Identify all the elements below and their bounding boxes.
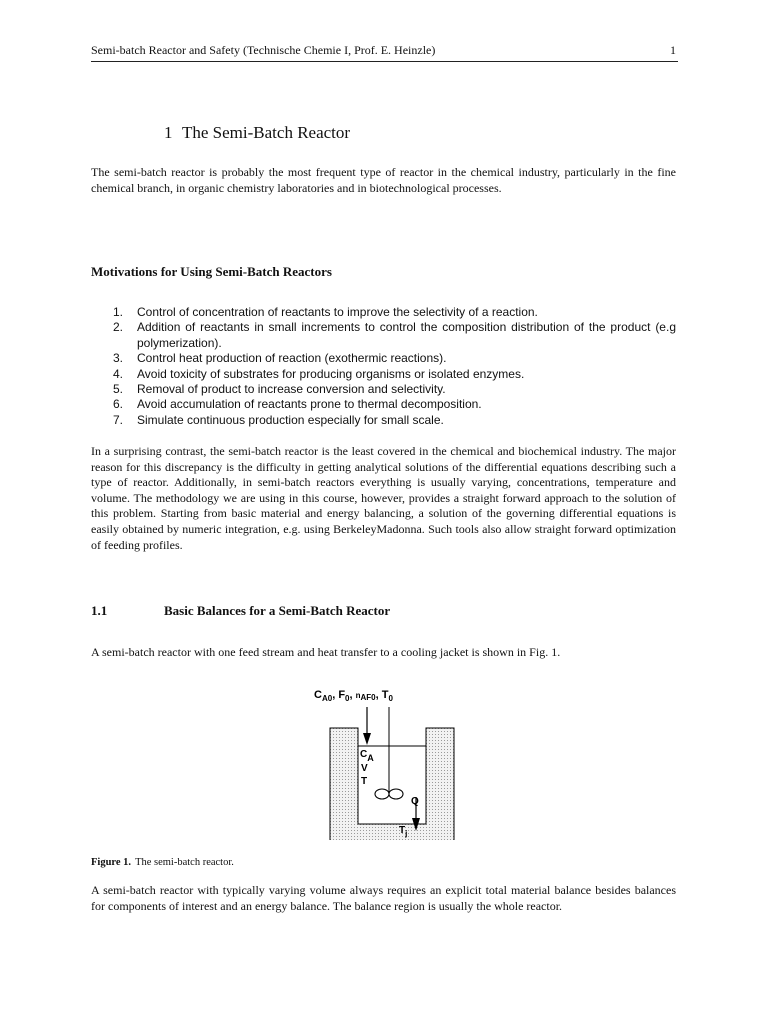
heat-label: Q — [411, 796, 419, 807]
impeller-icon — [375, 789, 389, 799]
feed-label: $C_{A0}$, $F_0$, nAF0, $T_0$ — [314, 689, 393, 703]
page-number: 1 — [670, 43, 676, 57]
running-header — [91, 43, 678, 62]
feed-arrow-icon — [363, 733, 371, 745]
header-title: Semi-batch Reactor and Safety (Technische Chemie I, Prof. E. Heinzle) — [91, 43, 436, 57]
contrast-paragraph: In a surprising contrast, the semi-batch reactor is the least covered in the chemical and biochemical industry. The major reason for this discrepancy is the difficulty in getting analytical solutions of the differential equations describing such a type of reactor. Additionally, in semi-batch reactors everything is usually varying, concentrations, temperature and volume. The methodology we are using in this course, however, provides a straight forward approach to the solution of this problem. Starting from basic material and energy balancing, a solution of the governing differential equations is easily obtained by numeric integration, e.g. using BerkeleyMadonna. Such tools also allow straight forward optimization of feeding profiles. — [91, 444, 676, 552]
closing-paragraph: A semi-batch reactor with typically varying volume always requires an explicit total material balance besides balances for components of interest and an energy balance. The balance region is usually the whole reactor. — [91, 883, 676, 913]
chapter-number: 1 — [164, 123, 173, 142]
intro-paragraph: The semi-batch reactor is probably the most frequent type of reactor in the chemical industry, particularly in the fine chemical branch, in organic chemistry laboratories and in biotechnological processes. — [91, 165, 676, 195]
motivations-heading: Motivations for Using Semi-Batch Reactors — [91, 264, 332, 279]
cooling-jacket — [330, 728, 454, 840]
temperature-label: T — [361, 776, 368, 787]
figure-intro-paragraph: A semi-batch reactor with one feed stream and heat transfer to a cooling jacket is shown in Fig. 1. — [91, 645, 561, 659]
list-item: 5. Removal of product to increase conversion and selectivity. — [113, 382, 446, 397]
caption-text: The semi-batch reactor. — [135, 857, 234, 868]
list-item: 6. Avoid accumulation of reactants prone to thermal decomposition. — [113, 397, 482, 412]
jacket-temperature-label: $T_j$ — [399, 825, 408, 838]
impeller-icon — [389, 789, 403, 799]
list-item: 4. Avoid toxicity of substrates for producing organisms or isolated enzymes. — [113, 366, 525, 381]
concentration-label: CA — [360, 749, 374, 763]
caption-label: Figure 1. — [91, 857, 132, 868]
chapter-title: The Semi-Batch Reactor — [182, 123, 351, 142]
section-number: 1.1 — [91, 603, 108, 618]
figure-caption — [91, 857, 234, 868]
volume-label: V — [361, 763, 368, 774]
reactor-diagram — [314, 685, 459, 840]
list-item: 3. Control heat production of reaction (exothermic reactions). — [113, 351, 447, 366]
list-item: 2. Addition of reactants in small increments to control the composition distribution of the product (e.g polymerization). — [113, 320, 676, 350]
list-item: 1. Control of concentration of reactants to improve the selectivity of a reaction. — [113, 305, 538, 319]
list-item: 7. Simulate continuous production especially for small scale. — [113, 412, 444, 427]
motivations-list — [113, 305, 676, 428]
section-title: Basic Balances for a Semi-Batch Reactor — [164, 603, 391, 618]
chapter-heading — [164, 123, 350, 143]
